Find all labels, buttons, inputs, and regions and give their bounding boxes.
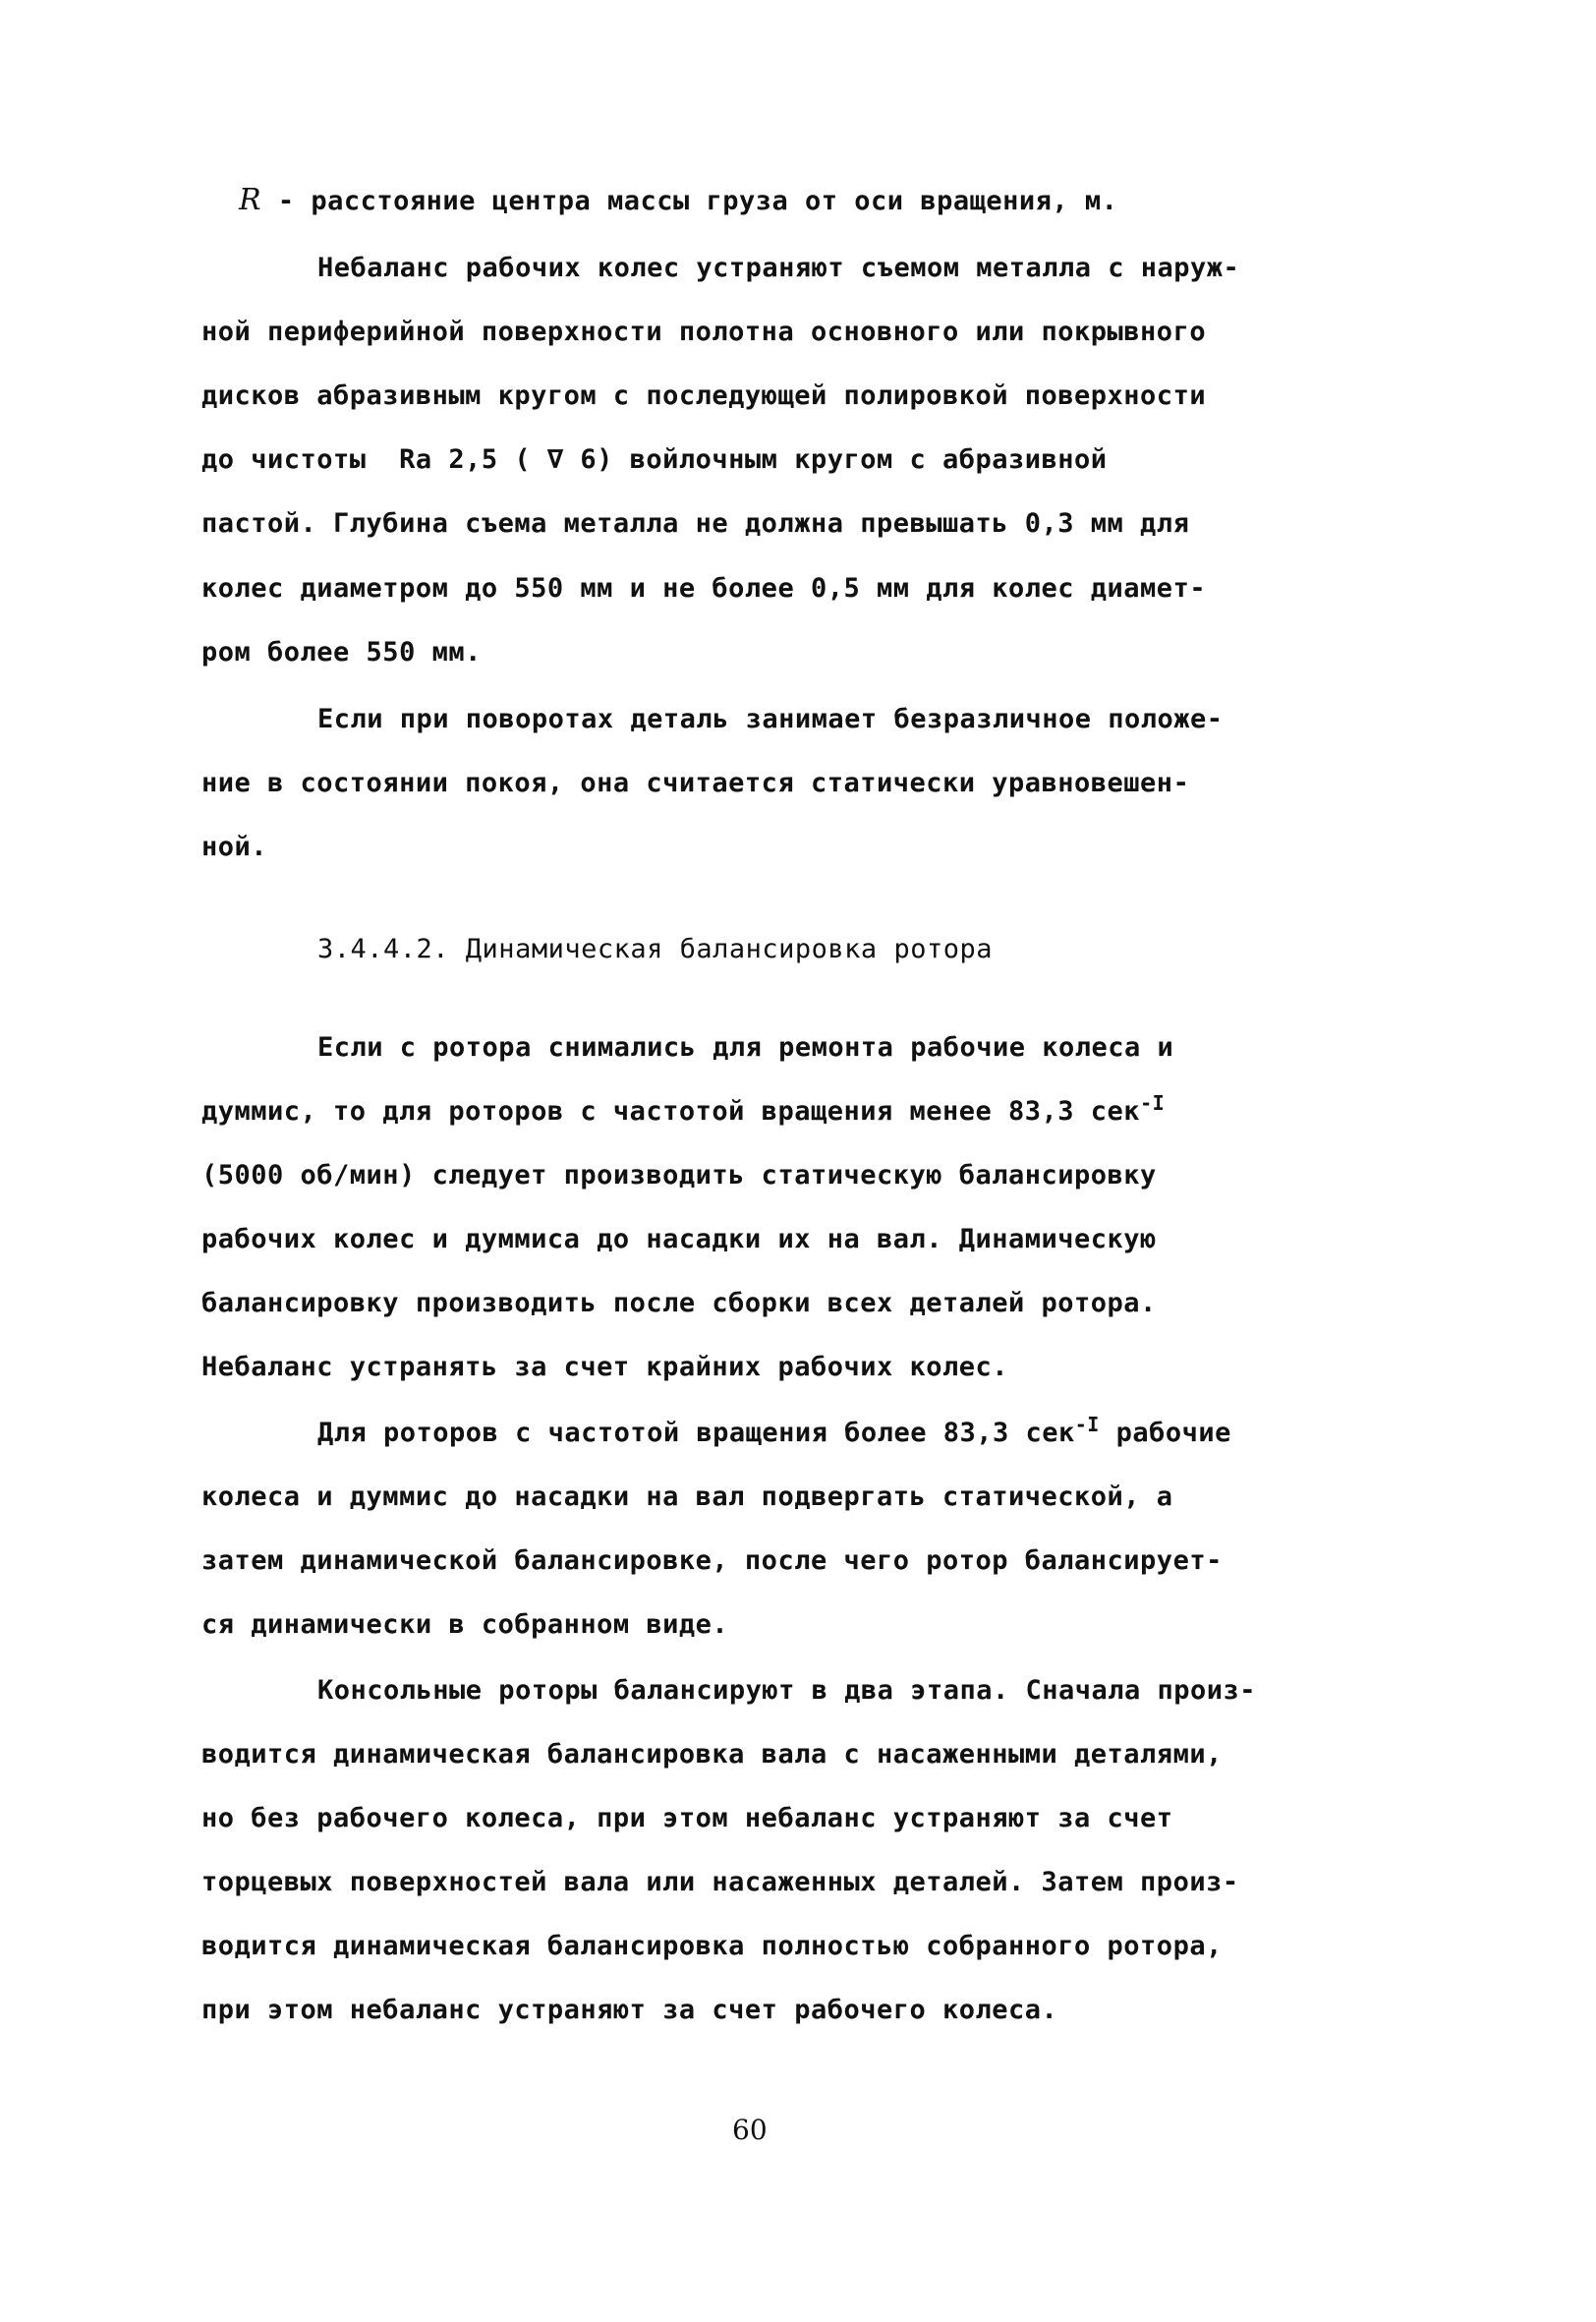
para4-line: затем динамической балансировке, после чего ротор балансирует- <box>201 1545 1223 1576</box>
para5-line: Консольные роторы балансируют в два этапа. Сначала произ- <box>317 1675 1257 1706</box>
para4-line <box>317 1413 1231 1449</box>
para5-line: но без рабочего колеса, при этом небаланс устраняют за счет <box>201 1803 1173 1833</box>
para1-line: дисков абразивным кругом с последующей полировкой поверхности <box>201 380 1207 411</box>
para3-line2-text: думмис, то для роторов с частотой вращения менее 83,3 сек <box>201 1096 1141 1127</box>
section-heading: 3.4.4.2. Динамическая балансировка ротора <box>317 934 993 964</box>
para2-line: Если при поворотах деталь занимает безразличное положе- <box>317 704 1224 734</box>
para1-line: ром более 550 мм. <box>201 637 482 668</box>
para4-line: колеса и думмис до насадки на вал подвергать статической, а <box>201 1481 1173 1512</box>
para2-line: ние в состоянии покоя, она считается статически уравновешен- <box>201 768 1190 798</box>
para3-line: рабочих колес и думмиса до насадки их на вал. Динамическую <box>201 1224 1157 1254</box>
superscript: -I <box>1074 1413 1100 1436</box>
para3-line <box>201 1091 1166 1128</box>
para5-line: водится динамическая балансировка вала с насаженными деталями, <box>201 1739 1223 1770</box>
r-symbol: R <box>239 183 262 217</box>
para3-line: Если с ротора снимались для ремонта рабочие колеса и <box>317 1032 1174 1063</box>
definition-line <box>239 185 1117 217</box>
para1-line: до чистоты Ra 2,5 ( ∇ 6) войлочным кругом с абразивной <box>201 444 1108 475</box>
definition-text: - расстояние центра массы груза от оси вращения, м. <box>261 186 1118 216</box>
para4-line1-tail: рабочие <box>1099 1418 1231 1448</box>
para1-line: пастой. Глубина съема металла не должна превышать 0,3 мм для <box>201 508 1190 539</box>
superscript: -I <box>1140 1091 1166 1115</box>
para2-line: ной. <box>201 832 268 862</box>
page-number: 60 <box>732 2114 768 2146</box>
para3-line: Небаланс устранять за счет крайних рабочих колес. <box>201 1352 1009 1382</box>
para1-line: ной периферийной поверхности полотна основного или покрывного <box>201 317 1207 347</box>
para5-line: водится динамическая балансировка полностью собранного ротора, <box>201 1931 1223 1961</box>
para5-line: торцевых поверхностей вала или насаженных деталей. Затем произ- <box>201 1867 1239 1897</box>
para4-line1-text: Для роторов с частотой вращения более 83,3 сек <box>317 1418 1075 1448</box>
para1-line: Небаланс рабочих колес устраняют съемом металла с наруж- <box>317 253 1240 283</box>
para1-line: колес диаметром до 550 мм и не более 0,5 мм для колес диамет- <box>201 573 1207 604</box>
para3-line: балансировку производить после сборки всех деталей ротора. <box>201 1288 1157 1318</box>
para3-line: (5000 об/мин) следует производить статическую балансировку <box>201 1160 1157 1190</box>
para4-line: ся динамически в собранном виде. <box>201 1609 729 1640</box>
para5-line: при этом небаланс устраняют за счет рабочего колеса. <box>201 1995 1058 2025</box>
